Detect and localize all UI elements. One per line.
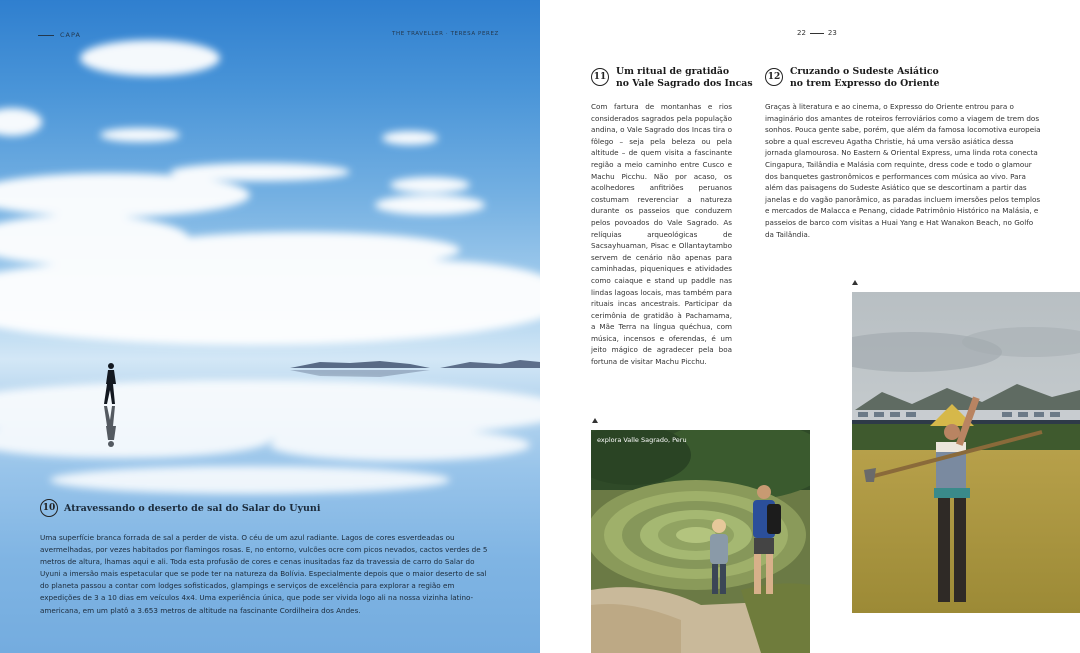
photo-caption: explora Valle Sagrado, Peru: [597, 436, 687, 444]
triangle-marker-icon: [852, 280, 858, 285]
moray-terraces-scene: [591, 430, 810, 653]
section-number-10: 10: [40, 499, 58, 517]
section-10-heading: [40, 499, 320, 517]
sacred-valley-photo: [591, 430, 810, 653]
publication-label: THE TRAVELLER · TERESA PEREZ: [392, 31, 499, 37]
triangle-marker-icon: [592, 418, 598, 423]
page-number-right: 23: [827, 29, 837, 37]
section-10-body: Uma superfície branca forrada de sal a perder de vista. O céu de um azul radiante. Lagos de cores esverdeadas ou avermelhadas, por vezes habitados por flamingos rosas. E, no entorno, vulcões ocre com picos nevados, cactos verdes de 5 metros de altura, lhamas aqui e ali. Toda esta profusão de cores e cenas inusitadas faz da travessia de carro do Salar do Uyuni a imersão mais espetacular que se pode ter na natureza da Bolívia. Especialmente depois que o maior deserto de sal do planeta passou a contar com lodges sofisticados, glampings e serviços de excelência para explorar a região em expedições de 3 a 10 dias em veículos 4x4. Uma experiência única, que pode ser vivida logo ali na nossa vizinha latino-americana, em um platô a 3.653 metros de altitude na fascinante Cordilheira dos Andes.: [40, 533, 488, 615]
rule: [38, 35, 54, 36]
rice-field-farmer-photo: [852, 292, 1080, 613]
section-label-text: CAPA: [60, 31, 81, 39]
page-number-left: 22: [797, 29, 806, 37]
section-11-title-line1: Um ritual de gratidão: [616, 66, 730, 77]
section-11-heading: [591, 66, 753, 90]
section-number-11: 11: [591, 68, 609, 86]
page-numbers: [797, 29, 837, 37]
section-11-title-line2: no Vale Sagrado dos Incas: [616, 78, 753, 89]
rice-field-scene: [852, 292, 1080, 613]
section-12-heading: [765, 66, 940, 90]
section-12-title-line2: no trem Expresso do Oriente: [790, 78, 940, 89]
section-12-title-line1: Cruzando o Sudeste Asiático: [790, 66, 939, 77]
section-10-title: Atravessando o deserto de sal do Salar do Uyuni: [64, 502, 321, 514]
section-number-12: 12: [765, 68, 783, 86]
rule: [810, 33, 824, 34]
section-12-body: Graças à literatura e ao cinema, o Expresso do Oriente entrou para o imaginário dos amantes de roteiros ferroviários como a viagem de trem dos sonhos. Pouca gente sabe, porém, que além da famosa locomotiva europeia sobre a qual escreveu Agatha Christie, há uma versão asiática dessa jornada glamourosa. No Eastern & Oriental Express, uma linda rota conecta Cingapura, Tailândia e Malásia com requinte, dress code e todo o glamour dos banquetes gastronômicos e performances com música ao vivo. Para além das paisagens do Sudeste Asiático que se descortinam a partir das janelas e do vagão panorâmico, as paradas incluem imersões pelos templos e mercados de Malacca e Penang, cidade Patrimônio Histórico na Malásia, e passeios de barco com visitas a Huai Yang e Hat Wanakon Beach, no Golfo da Tailândia.: [765, 102, 1041, 239]
section-11-body: Com fartura de montanhas e rios considerados sagrados pela população andina, o Vale Sagrado dos Incas tira o fôlego – seja pela beleza ou pela altitude – de quem visita a fascinante região a meio caminho entre Cusco e Machu Picchu. Não por acaso, os acolhedores anfitriões peruanos costumam reverenciar a natureza durante os passeios que conduzem pelos povoados do Vale Sagrado. As relíquias arqueológicas de Sacsayhuaman, Pisac e Ollantaytambo servem de cenário não apenas para caminhadas, piqueniques e atividades como caiaque e stand up paddle nas lindas lagoas locais, mas também para rituais incas ancestrais. Participar da cerimônia de gratidão à Pachamama, a Mãe Terra na língua quéchua, com música, incensos e oferendas, é um jeito mágico de agradecer pela boa fortuna de visitar Machu Picchu.: [591, 102, 732, 367]
section-label: [38, 31, 81, 39]
